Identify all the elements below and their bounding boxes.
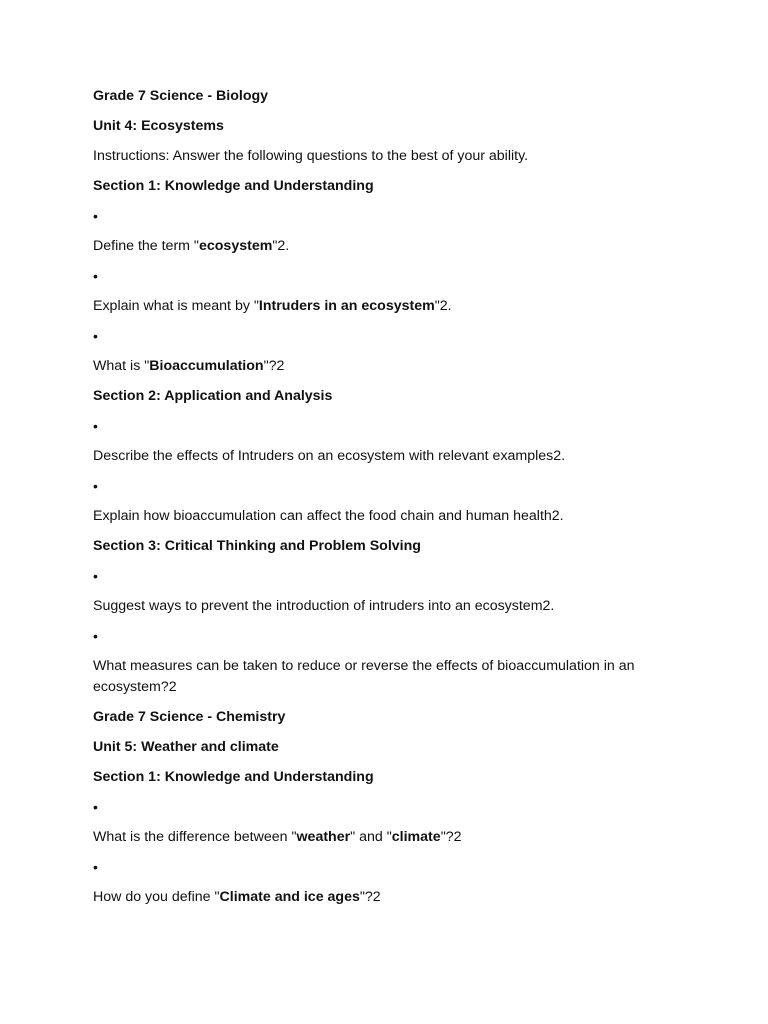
question-text: Define the term " (93, 238, 199, 254)
question-text: "?2 (440, 829, 462, 845)
question-prevent-intruders: Suggest ways to prevent the introduction of intruders into an ecosystem2. (93, 598, 555, 614)
question-text: "2. (434, 298, 452, 314)
question-text: "?2 (263, 358, 285, 374)
bullet-marker: • (93, 799, 98, 815)
bullet-marker: • (93, 859, 98, 875)
bullet-marker: • (93, 478, 98, 494)
question-effects-of-intruders: Describe the effects of Intruders on an ecosystem with relevant examples2. (93, 448, 566, 464)
question-text: How do you define " (93, 889, 220, 905)
question-bioaccumulation-food-chain: Explain how bioaccumulation can affect the food chain and human health2. (93, 508, 564, 524)
question-keyword: weather (296, 829, 351, 845)
question-keyword: Intruders in an ecosystem (258, 298, 435, 314)
document-page (93, 86, 683, 917)
bullet-marker: • (93, 208, 98, 224)
question-text: Explain what is meant by " (93, 298, 259, 314)
section-heading-application: Section 2: Application and Analysis (93, 388, 333, 404)
bullet-marker: • (93, 418, 98, 434)
document-title-chemistry: Grade 7 Science - Chemistry (93, 709, 286, 725)
bullet-marker: • (93, 628, 98, 644)
bullet-marker: • (93, 268, 98, 284)
bullet-marker: • (93, 568, 98, 584)
question-text: "2. (272, 238, 290, 254)
question-text: " and " (350, 829, 392, 845)
section-heading-knowledge: Section 1: Knowledge and Understanding (93, 178, 374, 194)
question-bioaccumulation (93, 356, 683, 377)
question-text: "?2 (359, 889, 381, 905)
question-explain-intruders (93, 296, 683, 317)
question-keyword: climate (391, 829, 441, 845)
question-weather-vs-climate (93, 827, 683, 848)
question-define-ecosystem (93, 236, 683, 257)
question-keyword: ecosystem (198, 238, 273, 254)
question-reduce-bioaccumulation: What measures can be taken to reduce or reverse the effects of bioaccumulation in an ecosystem?2 (93, 658, 635, 695)
question-keyword: Bioaccumulation (149, 358, 264, 374)
section-heading-knowledge-2: Section 1: Knowledge and Understanding (93, 769, 374, 785)
question-climate-ice-ages (93, 887, 683, 908)
question-keyword: Climate and ice ages (219, 889, 360, 905)
unit-heading-weather: Unit 5: Weather and climate (93, 739, 279, 755)
section-heading-critical-thinking: Section 3: Critical Thinking and Problem Solving (93, 538, 421, 554)
question-text: What is " (93, 358, 150, 374)
instructions-text: Instructions: Answer the following questions to the best of your ability. (93, 148, 529, 164)
question-text: What is the difference between " (93, 829, 297, 845)
unit-heading-ecosystems: Unit 4: Ecosystems (93, 118, 224, 134)
document-title-biology: Grade 7 Science - Biology (93, 88, 269, 104)
bullet-marker: • (93, 328, 98, 344)
